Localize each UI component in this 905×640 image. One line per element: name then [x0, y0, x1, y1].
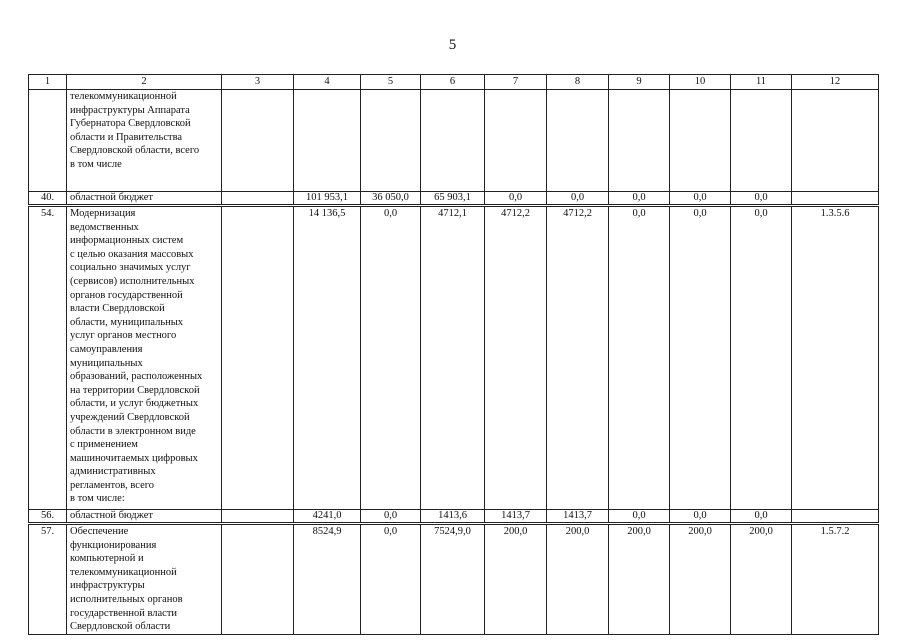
amount-cell: 0,0: [670, 206, 731, 510]
amount-cell: 200,0: [485, 524, 547, 635]
amount-cell: 1413,6: [421, 510, 485, 524]
column-header: 8: [547, 75, 609, 90]
program-item-row: [29, 206, 879, 510]
column-header: 12: [792, 75, 879, 90]
amount-cell: [294, 90, 361, 192]
amount-cell: 0,0: [731, 192, 792, 206]
column-header: 2: [67, 75, 222, 90]
amount-cell: 4712,2: [485, 206, 547, 510]
amount-cell: 200,0: [609, 524, 670, 635]
amount-cell: [731, 90, 792, 192]
item-description-cell: Модернизация ведомственных информационных систем с целью оказания массовых социально значимых услуг (сервисов) исполнительных органов государственной власти Свердловской области, муниципальных услуг органов местного самоуправления муниципальных образований, расположенных на территории Свердловской области, и услуг бюджетных учреждений Свердловской области в электронном виде с применением машиночитаемых цифровых административных регламентов, всего в том числе:: [67, 206, 222, 510]
item-description-cell: Обеспечение функционирования компьютерной и телекоммуникационной инфраструктуры исполнительных органов государственной власти Свердловской области: [67, 524, 222, 635]
budget-subtotal-row: [29, 192, 879, 206]
column-header: 5: [361, 75, 421, 90]
program-item-row: [29, 90, 879, 192]
amount-cell: 0,0: [731, 510, 792, 524]
target-code-cell: [792, 192, 879, 206]
amount-cell: 0,0: [670, 192, 731, 206]
amount-cell: [361, 90, 421, 192]
amount-cell: 0,0: [670, 510, 731, 524]
amount-cell: [222, 524, 294, 635]
amount-cell: 0,0: [361, 524, 421, 635]
target-code-cell: [792, 90, 879, 192]
page-number: 5: [448, 37, 457, 53]
column-header: 7: [485, 75, 547, 90]
item-description-cell: областной бюджет: [67, 510, 222, 524]
column-header: 6: [421, 75, 485, 90]
amount-cell: 0,0: [361, 206, 421, 510]
target-code-cell: 1.5.7.2: [792, 524, 879, 635]
budget-table: [28, 74, 879, 635]
column-header-row: [29, 75, 879, 90]
amount-cell: 8524,9: [294, 524, 361, 635]
amount-cell: 0,0: [609, 192, 670, 206]
column-header: 1: [29, 75, 67, 90]
target-code-cell: 1.3.5.6: [792, 206, 879, 510]
amount-cell: [609, 90, 670, 192]
amount-cell: 200,0: [731, 524, 792, 635]
target-code-cell: [792, 510, 879, 524]
amount-cell: 0,0: [731, 206, 792, 510]
amount-cell: 200,0: [670, 524, 731, 635]
program-item-row: [29, 524, 879, 635]
amount-cell: 1413,7: [485, 510, 547, 524]
amount-cell: [222, 192, 294, 206]
amount-cell: [222, 90, 294, 192]
amount-cell: [222, 510, 294, 524]
amount-cell: 1413,7: [547, 510, 609, 524]
column-header: 3: [222, 75, 294, 90]
column-header: 4: [294, 75, 361, 90]
column-header: 11: [731, 75, 792, 90]
row-number-cell: 57.: [29, 524, 67, 635]
amount-cell: [547, 90, 609, 192]
amount-cell: 14 136,5: [294, 206, 361, 510]
column-header: 10: [670, 75, 731, 90]
amount-cell: 200,0: [547, 524, 609, 635]
amount-cell: 36 050,0: [361, 192, 421, 206]
amount-cell: 4712,2: [547, 206, 609, 510]
amount-cell: 0,0: [361, 510, 421, 524]
column-header: 9: [609, 75, 670, 90]
amount-cell: [485, 90, 547, 192]
amount-cell: 0,0: [485, 192, 547, 206]
amount-cell: 7524,9,0: [421, 524, 485, 635]
table-body: [29, 75, 879, 635]
row-number-cell: [29, 90, 67, 192]
amount-cell: [222, 206, 294, 510]
amount-cell: [670, 90, 731, 192]
amount-cell: 0,0: [609, 206, 670, 510]
item-description-cell: областной бюджет: [67, 192, 222, 206]
amount-cell: 0,0: [547, 192, 609, 206]
amount-cell: [421, 90, 485, 192]
amount-cell: 0,0: [609, 510, 670, 524]
amount-cell: 65 903,1: [421, 192, 485, 206]
budget-subtotal-row: [29, 510, 879, 524]
amount-cell: 101 953,1: [294, 192, 361, 206]
item-description-cell: телекоммуникационной инфраструктуры Аппарата Губернатора Свердловской области и Правительства Свердловской области, всего в том числе: [67, 90, 222, 192]
row-number-cell: 56.: [29, 510, 67, 524]
row-number-cell: 40.: [29, 192, 67, 206]
amount-cell: 4241,0: [294, 510, 361, 524]
row-number-cell: 54.: [29, 206, 67, 510]
amount-cell: 4712,1: [421, 206, 485, 510]
